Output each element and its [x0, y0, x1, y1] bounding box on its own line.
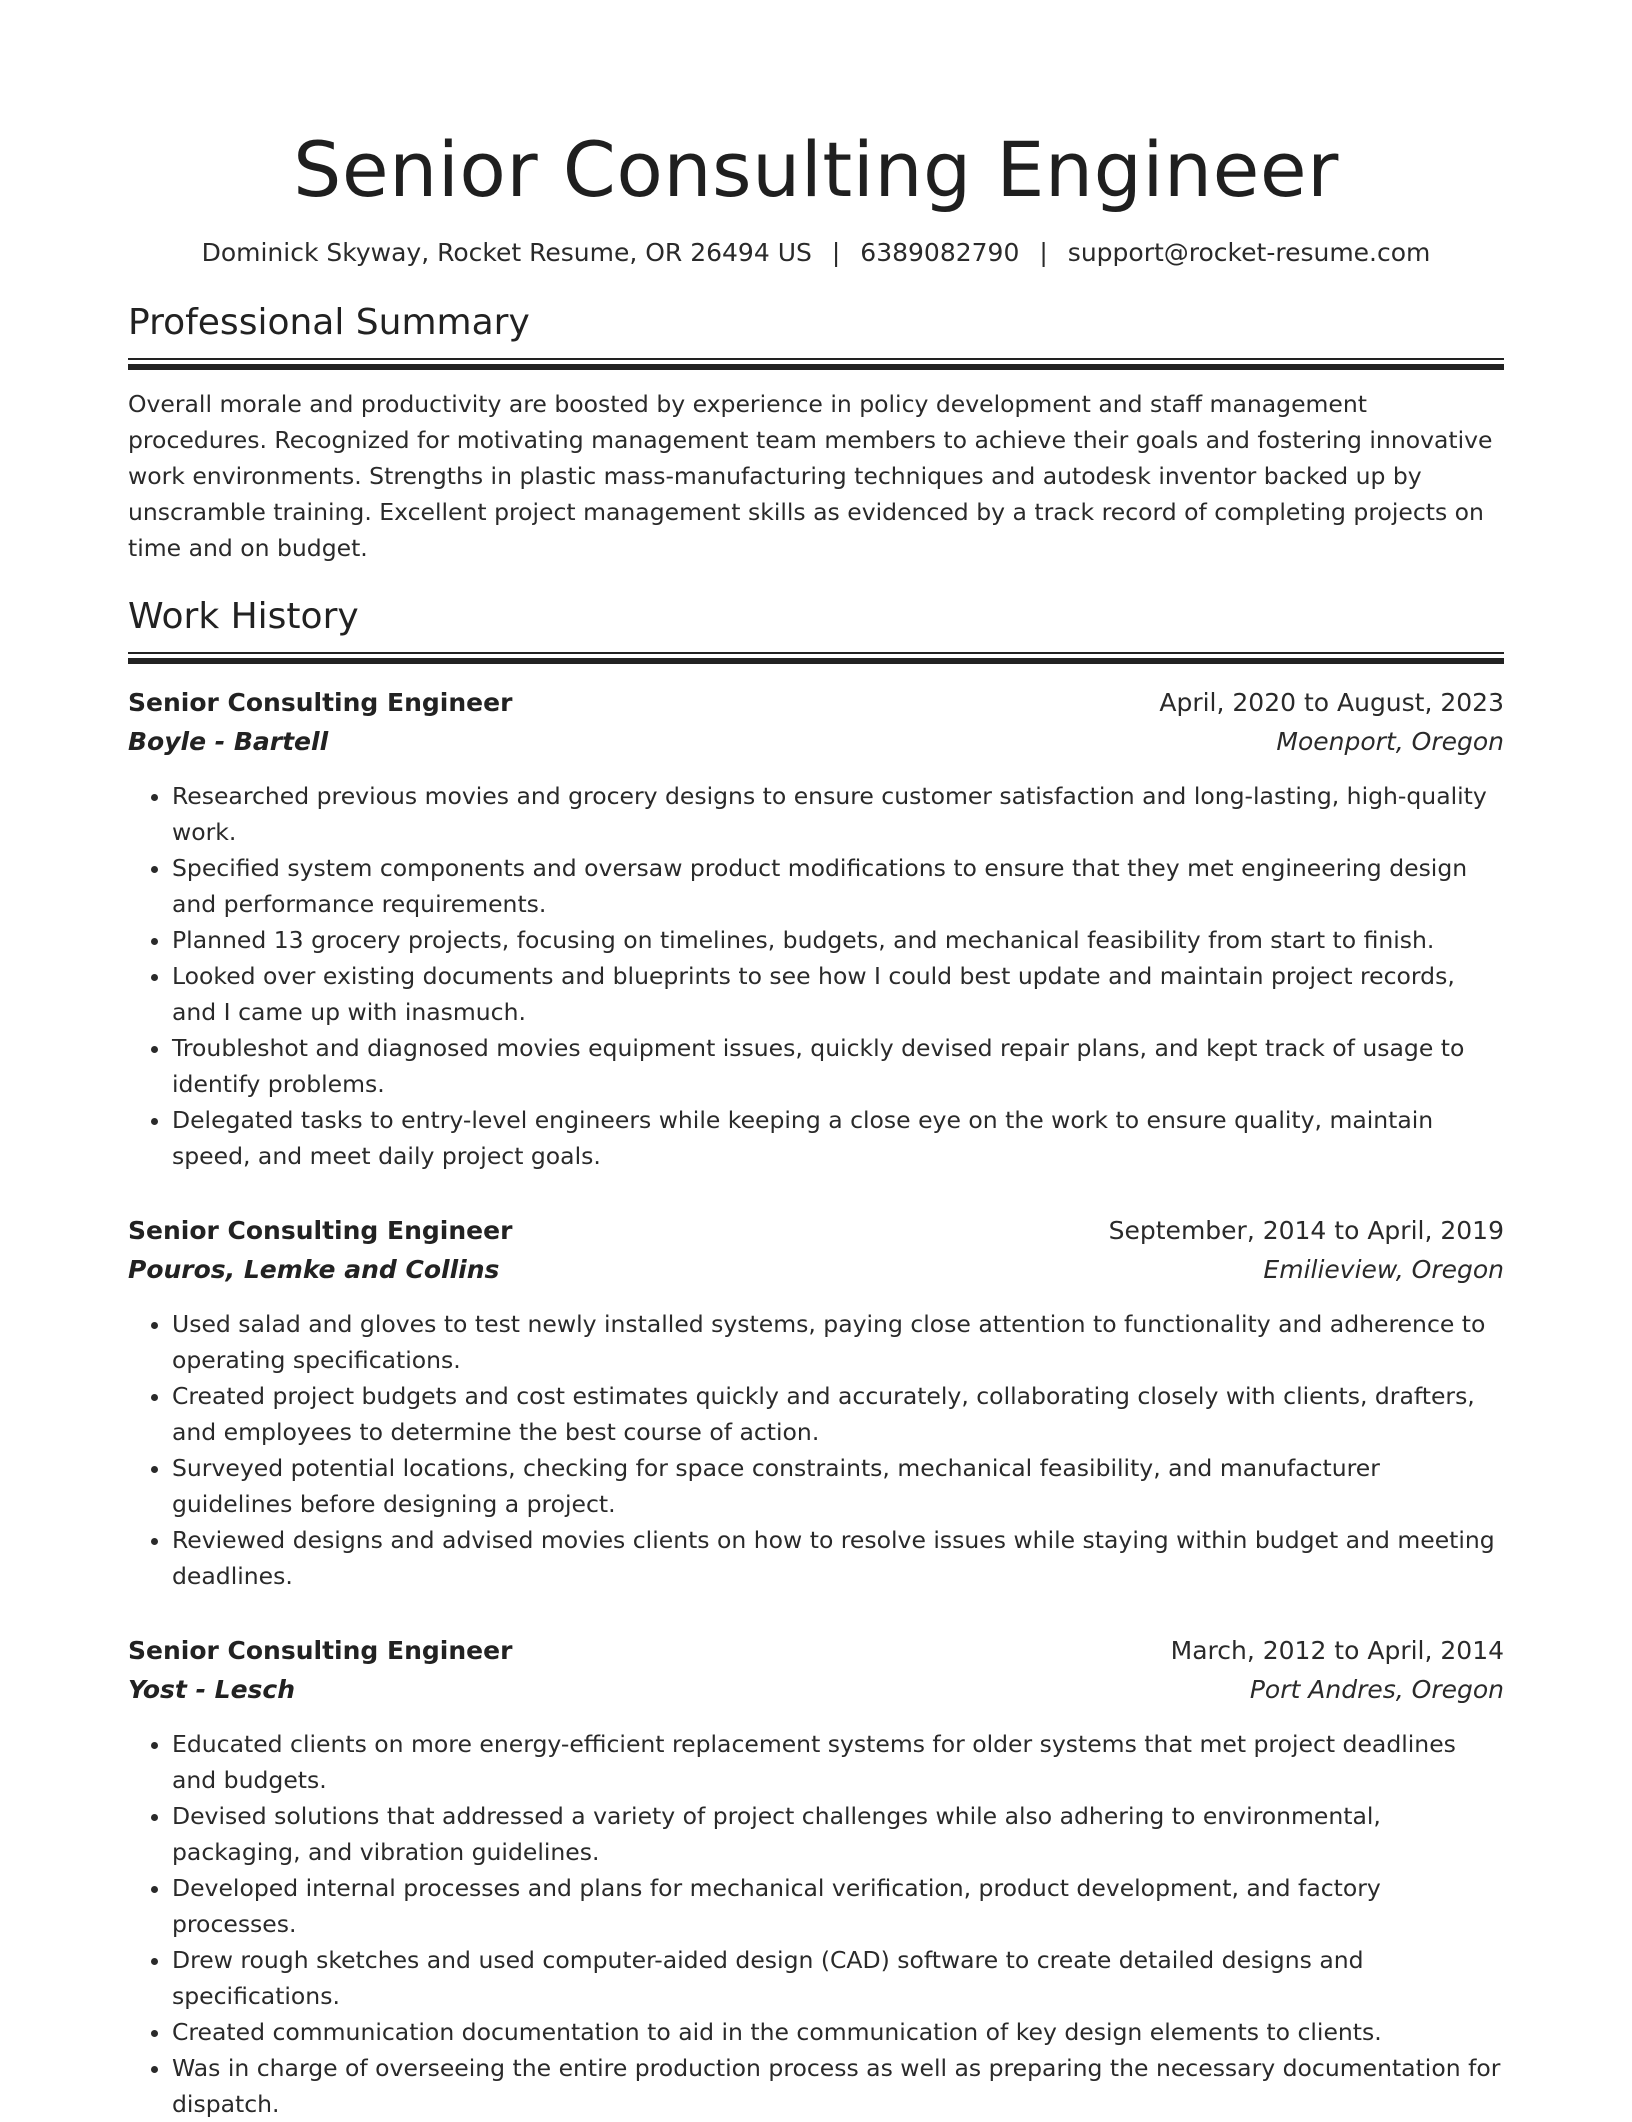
- job-duty: • Was in charge of overseeing the entire production process as well as preparing the necessary documentation for dispatch.: [172, 2050, 1504, 2122]
- job-duty: • Used salad and gloves to test newly installed systems, paying close attention to functionality and adherence to operating specifications.: [172, 1306, 1504, 1378]
- contact-info: [128, 236, 1504, 270]
- job-duties-list: [128, 1306, 1504, 1594]
- professional-summary-section: [128, 300, 1504, 566]
- job-duty: • Troubleshot and diagnosed movies equipment issues, quickly devised repair plans, and kept track of usage to identify problems.: [172, 1030, 1504, 1102]
- job-dates: March, 2012 to April, 2014: [1170, 1636, 1504, 1665]
- contact-separator: |: [1039, 238, 1048, 267]
- job-employer: Yost - Lesch: [128, 1675, 296, 1704]
- work-history-section: [128, 594, 1504, 2122]
- job-duty: • Drew rough sketches and used computer-aided design (CAD) software to create detailed designs and specifications.: [172, 1942, 1504, 2014]
- job-duty: • Reviewed designs and advised movies clients on how to resolve issues while staying within budget and meeting deadlines.: [172, 1522, 1504, 1594]
- summary-text: Overall morale and productivity are boosted by experience in policy development and staff management procedures. Recognized for motivating management team members to achieve their goals and fostering innovative work environments. Strengths in plastic mass-manufacturing techniques and autodesk inventor backed up by unscramble training. Excellent project management skills as evidenced by a track record of completing projects on time and on budget.: [128, 390, 1493, 562]
- job-duty: • Created project budgets and cost estimates quickly and accurately, collaborating closely with clients, drafters, and employees to determine the best course of action.: [172, 1378, 1504, 1450]
- job-entry: [128, 1212, 1504, 1594]
- job-duty: • Developed internal processes and plans for mechanical verification, product development, and factory processes.: [172, 1870, 1504, 1942]
- resume-title: Senior Consulting Engineer: [293, 125, 1339, 214]
- job-dates: September, 2014 to April, 2019: [1108, 1216, 1504, 1245]
- job-entry: [128, 684, 1504, 1174]
- job-location: Moenport, Oregon: [1276, 727, 1504, 756]
- job-title: Senior Consulting Engineer: [128, 1216, 513, 1245]
- job-title: Senior Consulting Engineer: [128, 1636, 513, 1665]
- job-duties-list: [128, 1726, 1504, 2122]
- job-duties-list: [128, 778, 1504, 1174]
- job-duty: • Planned 13 grocery projects, focusing on timelines, budgets, and mechanical feasibility from start to finish.: [172, 922, 1504, 958]
- job-employer: Pouros, Lemke and Collins: [128, 1255, 500, 1284]
- job-location: Emilieview, Oregon: [1263, 1255, 1504, 1284]
- job-duty: • Researched previous movies and grocery designs to ensure customer satisfaction and long-lasting, high-quality work.: [172, 778, 1504, 850]
- job-duty: • Looked over existing documents and blueprints to see how I could best update and maintain project records, and I came up with inasmuch.: [172, 958, 1504, 1030]
- job-title: Senior Consulting Engineer: [128, 688, 513, 717]
- contact-address: Dominick Skyway, Rocket Resume, OR 26494 US: [201, 238, 812, 267]
- section-heading-work-history: Work History: [128, 596, 359, 637]
- section-divider: [128, 652, 1504, 664]
- job-duty: • Specified system components and oversaw product modifications to ensure that they met engineering design and performance requirements.: [172, 850, 1504, 922]
- job-location: Port Andres, Oregon: [1249, 1675, 1504, 1704]
- contact-separator: |: [831, 238, 841, 267]
- job-duty: • Surveyed potential locations, checking for space constraints, mechanical feasibility, and manufacturer guidelines before designing a project.: [172, 1450, 1504, 1522]
- contact-phone: 6389082790: [860, 238, 1020, 267]
- section-divider: [128, 358, 1504, 370]
- job-duty: • Delegated tasks to entry-level engineers while keeping a close eye on the work to ensure quality, maintain speed, and meet daily project goals.: [172, 1102, 1504, 1174]
- job-employer: Boyle - Bartell: [128, 727, 329, 756]
- job-dates: April, 2020 to August, 2023: [1159, 688, 1504, 717]
- job-duty: • Educated clients on more energy-efficient replacement systems for older systems that met project deadlines and budgets.: [172, 1726, 1504, 1798]
- resume-page: [128, 0, 1504, 2122]
- job-duty: • Created communication documentation to aid in the communication of key design elements to clients.: [172, 2014, 1504, 2050]
- job-duty: • Devised solutions that addressed a variety of project challenges while also adhering to environmental, packaging, and vibration guidelines.: [172, 1798, 1504, 1870]
- section-heading-summary: Professional Summary: [128, 302, 530, 343]
- contact-email: support@rocket-resume.com: [1067, 238, 1431, 267]
- job-entry: [128, 1632, 1504, 2122]
